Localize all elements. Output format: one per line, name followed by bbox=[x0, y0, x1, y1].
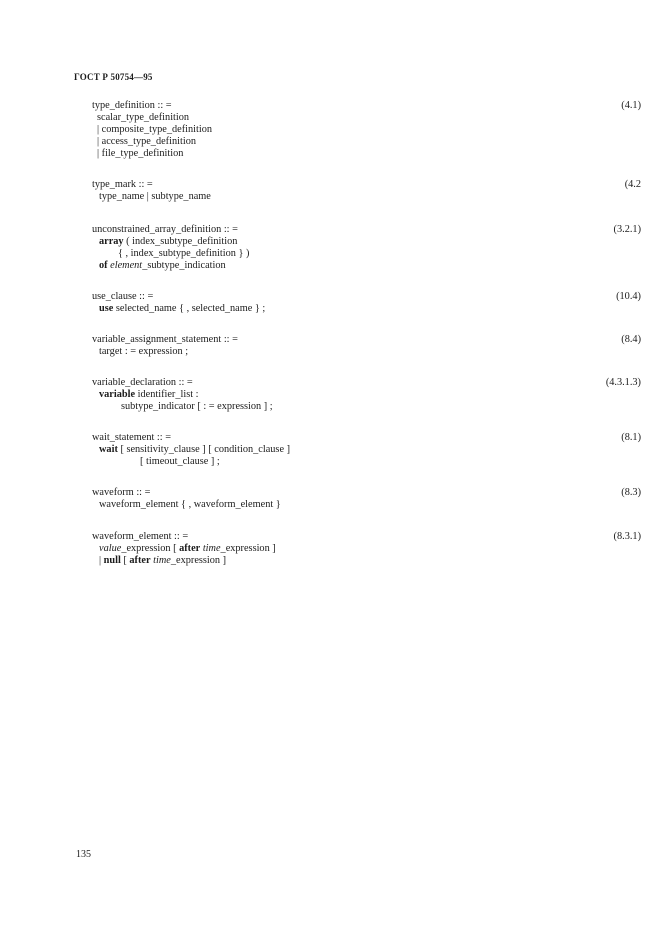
syntax-text: waveform :: = bbox=[92, 487, 151, 498]
rule-line bbox=[97, 124, 212, 136]
rule-head bbox=[92, 531, 188, 543]
syntax-text: type_definition :: = bbox=[92, 100, 172, 111]
syntax-text: waveform_element { , waveform_element } bbox=[99, 499, 281, 510]
syntax-text: { , index_subtype_definition } ) bbox=[118, 248, 250, 259]
syntax-text: _subtype_indication bbox=[142, 260, 226, 271]
keyword: of bbox=[99, 260, 108, 271]
syntax-text: scalar_type_definition bbox=[97, 112, 190, 123]
section-reference: (4.1) bbox=[621, 100, 641, 111]
rule-line bbox=[121, 401, 273, 413]
rule-line bbox=[99, 499, 281, 511]
rule-head bbox=[92, 179, 153, 191]
italic-prefix: value bbox=[99, 543, 122, 554]
rule-line bbox=[97, 136, 196, 148]
rule-head bbox=[92, 334, 238, 346]
rule-head bbox=[92, 224, 238, 236]
syntax-text: variable_declaration :: = bbox=[92, 377, 193, 388]
italic-prefix: element bbox=[110, 260, 143, 271]
syntax-text: target : = expression ; bbox=[99, 346, 189, 357]
syntax-text: subtype_indicator [ : = expression ] ; bbox=[121, 401, 273, 412]
rule-line bbox=[118, 248, 249, 260]
syntax-text: [ bbox=[120, 555, 130, 566]
rule-head bbox=[92, 487, 150, 499]
keyword: null bbox=[103, 555, 121, 566]
rule-head bbox=[92, 100, 172, 112]
section-reference: (4.2 bbox=[624, 179, 641, 190]
syntax-text: type_name | subtype_name bbox=[99, 191, 211, 202]
rule-line bbox=[99, 260, 226, 272]
page-number: 135 bbox=[76, 849, 91, 860]
rule-head bbox=[92, 291, 153, 303]
syntax-text: | file_type_definition bbox=[97, 148, 184, 159]
rule-line bbox=[97, 148, 183, 160]
rule-head bbox=[92, 432, 171, 444]
section-reference: (8.4) bbox=[621, 334, 641, 345]
syntax-text: type_mark :: = bbox=[92, 179, 153, 190]
section-reference: (3.2.1) bbox=[613, 224, 641, 235]
rule-head bbox=[92, 377, 193, 389]
rule-line bbox=[99, 191, 211, 203]
syntax-text: _expression ] bbox=[220, 543, 276, 554]
section-reference: (8.3.1) bbox=[613, 531, 641, 542]
syntax-text: selected_name { , selected_name } ; bbox=[113, 303, 266, 314]
syntax-text: unconstrained_array_definition :: = bbox=[92, 224, 238, 235]
keyword: array bbox=[99, 236, 124, 247]
syntax-text: ( index_subtype_definition bbox=[123, 236, 238, 247]
section-reference: (8.3) bbox=[621, 487, 641, 498]
syntax-text: use_clause :: = bbox=[92, 291, 154, 302]
syntax-text: [ sensitivity_clause ] [ condition_clause ] bbox=[117, 444, 291, 455]
rule-line bbox=[99, 389, 199, 401]
syntax-text: _expression [ bbox=[121, 543, 180, 554]
syntax-text: waveform_element :: = bbox=[92, 531, 189, 542]
rule-line bbox=[140, 456, 220, 468]
keyword: variable bbox=[99, 389, 136, 400]
syntax-text: | bbox=[99, 555, 104, 566]
syntax-text: variable_assignment_statement :: = bbox=[92, 334, 238, 345]
rule-line bbox=[99, 236, 237, 248]
syntax-text: | access_type_definition bbox=[97, 136, 196, 147]
rule-line bbox=[99, 444, 290, 456]
italic-prefix: time bbox=[153, 555, 171, 566]
keyword: after bbox=[129, 555, 151, 566]
syntax-text: _expression ] bbox=[170, 555, 227, 566]
syntax-text: wait_statement :: = bbox=[92, 432, 172, 443]
rule-line bbox=[99, 555, 226, 567]
rule-line bbox=[97, 112, 189, 124]
keyword: after bbox=[179, 543, 201, 554]
italic-prefix: time bbox=[202, 543, 221, 554]
rule-line bbox=[99, 303, 265, 315]
document-header: ГОСТ Р 50754—95 bbox=[74, 72, 153, 82]
keyword: wait bbox=[99, 444, 118, 455]
syntax-text: | composite_type_definition bbox=[97, 124, 213, 135]
syntax-text: [ timeout_clause ] ; bbox=[140, 456, 220, 467]
section-reference: (10.4) bbox=[616, 291, 641, 302]
syntax-text: identifier_list : bbox=[135, 389, 199, 400]
rule-line bbox=[99, 346, 188, 358]
keyword: use bbox=[99, 303, 114, 314]
section-reference: (4.3.1.3) bbox=[605, 377, 641, 388]
section-reference: (8.1) bbox=[621, 432, 641, 443]
rule-line bbox=[99, 543, 276, 555]
